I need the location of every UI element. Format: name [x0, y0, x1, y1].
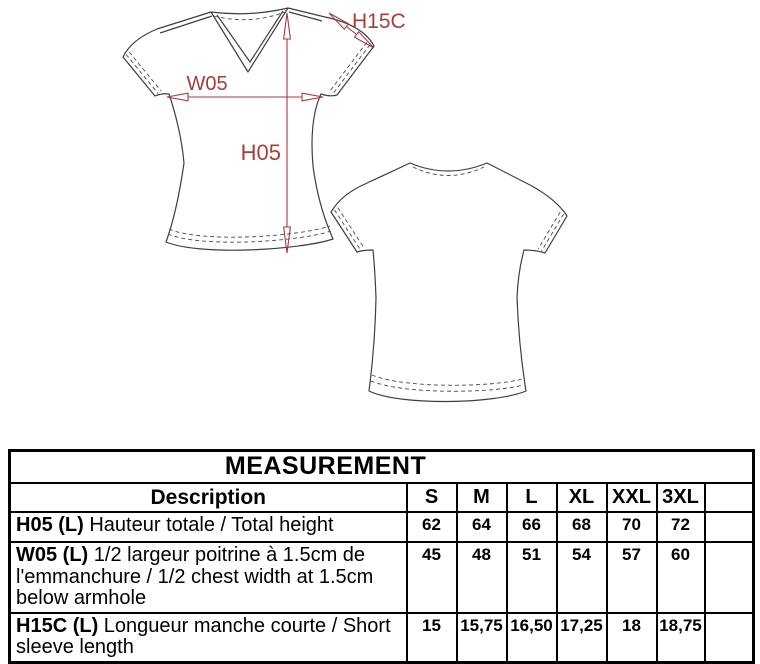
size-value-cell: 57: [607, 542, 657, 613]
row-description: [10, 512, 407, 542]
col-header-blank: [705, 483, 754, 512]
size-value-cell: 17,25: [557, 613, 607, 663]
measure-code: H15C (L): [16, 614, 99, 637]
size-value-cell: 54: [557, 542, 607, 613]
size-value-cell-blank: [705, 613, 754, 663]
table-title: MEASUREMENT: [10, 451, 754, 484]
back-shirt-outline: [331, 163, 567, 402]
size-value-cell-blank: [705, 512, 754, 542]
back-view-drawing: [331, 163, 567, 402]
size-value-cell: 18: [607, 613, 657, 663]
row-description: [10, 613, 407, 663]
col-header-s: S: [407, 483, 457, 512]
size-value-cell: 70: [607, 512, 657, 542]
size-value-cell: 60: [657, 542, 705, 613]
measurement-table: [8, 449, 755, 664]
measure-text: 1/2 largeur poitrine à 1.5cm de l'emmanchure / 1/2 chest width at 1.5cm below armhole: [16, 544, 374, 610]
size-value-cell: 15: [407, 613, 457, 663]
size-value-cell: 16,50: [507, 613, 557, 663]
h05-label: H05: [240, 140, 281, 165]
col-header-xxl: XXL: [607, 483, 657, 512]
h15c-label: H15C: [352, 10, 406, 33]
size-value-cell: 72: [657, 512, 705, 542]
table-header-row: [10, 483, 754, 512]
measure-code: W05 (L): [16, 544, 89, 566]
size-value-cell: 64: [457, 512, 507, 542]
measure-code: H05 (L): [16, 514, 84, 536]
measure-text: Hauteur totale / Total height: [89, 514, 334, 536]
col-header-3xl: 3XL: [657, 483, 705, 512]
size-value-cell: 66: [507, 512, 557, 542]
table-row-w05: [10, 542, 754, 613]
size-value-cell: 48: [457, 542, 507, 613]
size-value-cell: 45: [407, 542, 457, 613]
col-header-xl: XL: [557, 483, 607, 512]
size-value-cell: 62: [407, 512, 457, 542]
size-value-cell-blank: [705, 542, 754, 613]
table-row-h15c: [10, 613, 754, 663]
measure-text: Longueur manche courte / Short sleeve length: [16, 614, 391, 659]
size-value-cell: 15,75: [457, 613, 507, 663]
col-header-m: M: [457, 483, 507, 512]
size-value-cell: 68: [557, 512, 607, 542]
size-value-cell: 18,75: [657, 613, 705, 663]
col-header-description: Description: [10, 483, 407, 512]
col-header-l: L: [507, 483, 557, 512]
table-title-row: [10, 451, 754, 484]
w05-label: W05: [186, 73, 228, 95]
size-value-cell: 51: [507, 542, 557, 613]
row-description: [10, 542, 407, 613]
table-row-h05: [10, 512, 754, 542]
